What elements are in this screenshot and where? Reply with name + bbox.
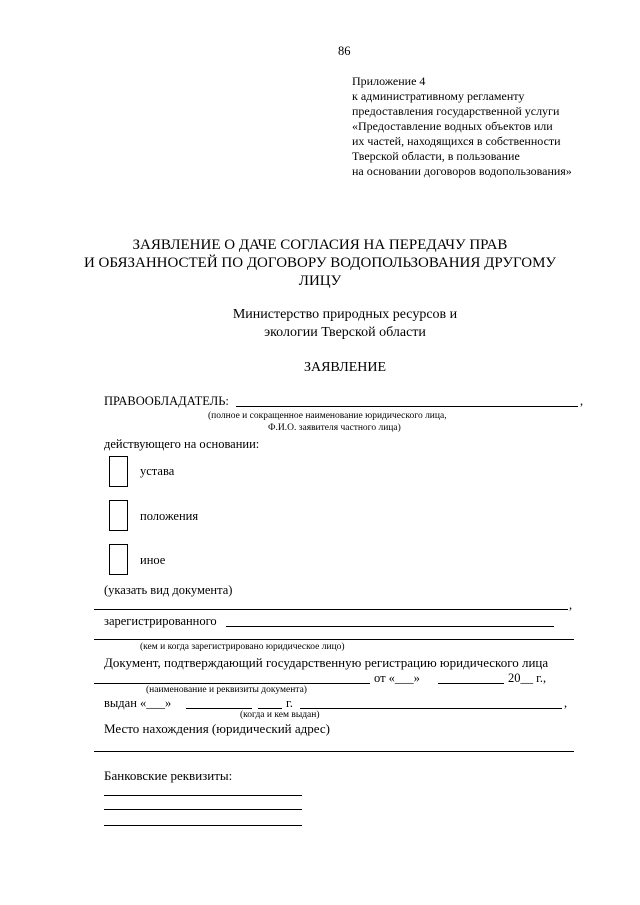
option-regulation-label: положения [140,509,199,523]
bank-label: Банковские реквизиты: [104,768,233,783]
title-line: ЗАЯВЛЕНИЕ О ДАЧЕ СОГЛАСИЯ НА ПЕРЕДАЧУ ПРАВ [132,237,508,253]
rightholder-hint-2: Ф.И.О. заявителя частного лица) [268,423,401,433]
reg-doc-label: Документ, подтверждающий государственную регистрацию юридического лица [104,655,549,670]
checkbox-regulation[interactable] [109,500,128,531]
doc-type-comma: , [569,598,573,612]
reg-doc-date-input[interactable] [438,683,504,684]
doc-type-input[interactable] [94,609,568,610]
appendix-line: на основании договоров водопользования» [352,164,572,178]
reg-doc-input[interactable] [94,683,370,684]
appendix-line: Тверской области, в пользование [352,149,520,163]
appendix-block [352,74,572,179]
issued-label: выдан «___» [104,696,172,710]
page-number: 86 [338,44,351,58]
reg-doc-from: от «___» [374,671,420,685]
rightholder-label: ПРАВООБЛАДАТЕЛЬ: [104,394,229,408]
issued-month-input[interactable] [186,708,252,709]
issued-hint: (когда и кем выдан) [240,710,320,720]
rightholder-comma: , [580,394,584,408]
appendix-line: их частей, находящихся в собственности [352,134,561,148]
appendix-line: предоставления государственной услуги [352,104,560,118]
document-title [0,236,640,290]
doc-type-hint: (указать вид документа) [104,583,233,597]
location-label: Место нахождения (юридический адрес) [104,721,330,736]
registered-label: зарегистрированного [104,614,217,628]
statement-heading: ЗАЯВЛЕНИЕ [303,360,387,375]
location-input[interactable] [94,751,574,752]
rightholder-input[interactable] [236,406,578,407]
checkbox-other[interactable] [109,544,128,575]
title-line: И ОБЯЗАННОСТЕЙ ПО ДОГОВОРУ ВОДОПОЛЬЗОВАНИЯ ДРУГОМУ [83,255,557,271]
option-charter-label: устава [140,464,175,478]
registered-hint: (кем и когда зарегистрировано юридическое лицо) [140,642,345,652]
appendix-line: к административному регламенту [352,89,525,103]
checkbox-charter[interactable] [109,456,128,487]
appendix-line: Приложение 4 [352,74,426,88]
basis-label: действующего на основании: [104,437,260,451]
issued-g: г. [286,696,293,710]
ministry-line: экологии Тверской области [264,325,426,340]
option-other-label: иное [140,553,166,567]
reg-doc-hint: (наименование и реквизиты документа) [146,685,307,695]
registered-input[interactable] [226,626,554,627]
issued-comma: , [564,696,568,710]
bank-input-1[interactable] [104,795,302,796]
issued-year-input[interactable] [258,708,282,709]
issued-by-input[interactable] [300,708,562,709]
ministry-name [0,306,640,342]
bank-input-2[interactable] [104,809,302,810]
appendix-line: «Предоставление водных объектов или [352,119,553,133]
rightholder-hint-1: (полное и сокращенное наименование юридического лица, [208,411,447,421]
registered-input-2[interactable] [94,639,574,640]
title-line: ЛИЦУ [298,273,342,289]
bank-input-3[interactable] [104,825,302,826]
ministry-line: Министерство природных ресурсов и [232,307,458,322]
reg-doc-year: 20__ г., [508,671,547,685]
